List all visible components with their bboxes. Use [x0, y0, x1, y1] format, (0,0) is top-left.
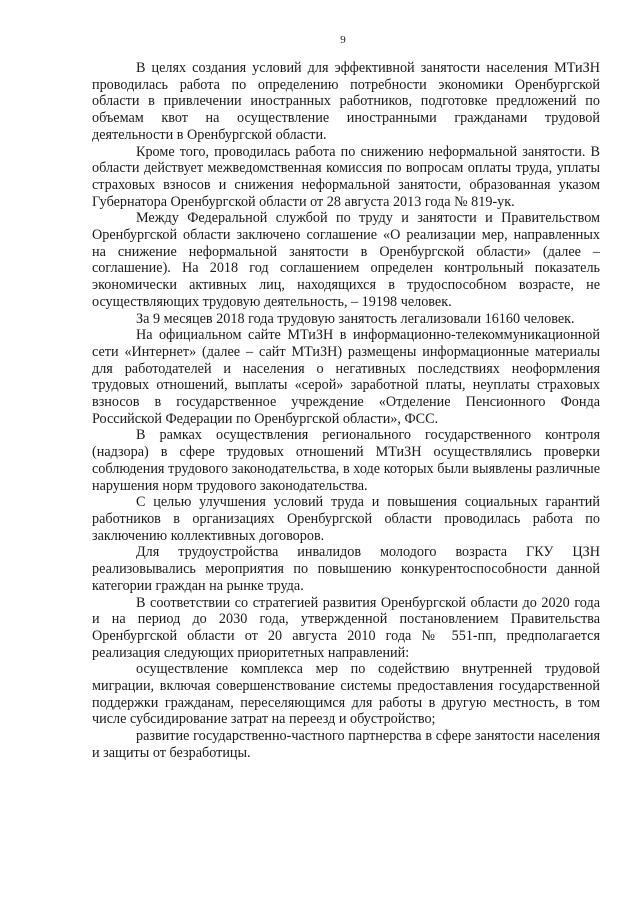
paragraph-disabled-youth: Для трудоустройства инвалидов молодого возраста ГКУ ЦЗН реализовывались мероприятия по повышению конкурентоспособности данной категории граждан на рынке труда. — [92, 544, 600, 594]
paragraph-website-materials: На официальном сайте МТиЗН в информационно-телекоммуникационной сети «Интернет» (далее – сайт МТиЗН) размещены информационные материалы для работодателей и населения о негативных последствиях неоформления трудовых отношений, выплаты «серой» заработной платы, неуплаты страховых взносов в государственное учреждение «Отделение Пенсионного Фонда Российской Федерации по Оренбургской области», ФСС. — [92, 327, 600, 427]
paragraph-informal-employment: Кроме того, проводилась работа по снижению неформальной занятости. В области действует межведомственная комиссия по вопросам оплаты труда, уплаты страховых взносов и снижения неформальной занятости, образованная указом Губернатора Оренбургской области от 28 августа 2013 года № 819-ук. — [92, 143, 600, 210]
paragraph-state-control: В рамках осуществления регионального государственного контроля (надзора) в сфере трудовых отношений МТиЗН осуществлялись проверки соблюдения трудового законодательства, в ходе которых были выявлены различные нарушения норм трудового законодательства. — [92, 427, 600, 494]
paragraph-collective-agreements: С целью улучшения условий труда и повышения социальных гарантий работников в организациях Оренбургской области проводилась работа по заключению коллективных договоров. — [92, 494, 600, 544]
paragraph-strategy: В соответствии со стратегией развития Оренбургской области до 2020 года и на период до 2030 года, утвержденной постановлением Правительства Оренбургской области от 20 августа 2010 года № 551-пп, предполагается реализация следующих приоритетных направлений: — [92, 594, 600, 661]
paragraph-public-private-partnership: развитие государственно-частного партнерства в сфере занятости населения и защиты от безработицы. — [92, 728, 600, 761]
page-number: 9 — [340, 34, 346, 46]
paragraph-legalized-employment: За 9 месяцев 2018 года трудовую занятость легализовали 16160 человек. — [136, 310, 575, 327]
paragraph-migration-measures: осуществление комплекса мер по содействию внутренней трудовой миграции, включая совершенствование системы предоставления государственной поддержки гражданам, переселяющимся для работы в другую местность, в том числе субсидирование затрат на переезд и обустройство; — [92, 661, 600, 728]
paragraph-foreign-workers: В целях создания условий для эффективной занятости населения МТиЗН проводилась работа по определению потребности экономики Оренбургской области в привлечении иностранных работников, подготовке предложений по объемам квот на осуществление иностранными гражданами трудовой деятельности в Оренбургской области. — [92, 60, 600, 143]
paragraph-agreement: Между Федеральной службой по труду и занятости и Правительством Оренбургской области заключено соглашение «О реализации мер, направленных на снижение неформальной занятости в Оренбургской области» (далее – соглашение). На 2018 год соглашением определен контрольный показатель экономически активных лиц, находящихся в трудоспособном возрасте, не осуществляющих трудовую деятельность, – 19198 человек. — [92, 210, 600, 310]
